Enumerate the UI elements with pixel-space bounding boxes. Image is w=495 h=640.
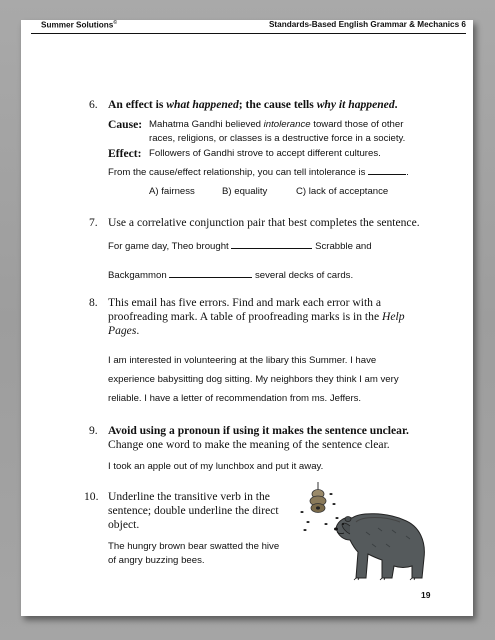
page-number: 19 [421, 590, 431, 600]
bear-icon [334, 514, 424, 580]
q6-option-c: C) lack of acceptance [296, 186, 389, 197]
q6-title-c: ; the cause tells [238, 98, 317, 111]
email-line-2[interactable]: experience babysitting dog sitting. My neighbors they think I am very [108, 374, 399, 385]
q9-title: Avoid using a pronoun if using it makes the sentence unclear. [108, 424, 409, 437]
cause-1a: Mahatma Gandhi believed [149, 119, 264, 130]
effect-label: Effect: [108, 147, 142, 160]
q6-title-d: why it happened [316, 98, 395, 111]
header-right: Standards-Based English Grammar & Mechanics 6 [268, 20, 466, 29]
effect-text: Followers of Gandhi strove to accept different cultures. [149, 148, 381, 159]
q8-number: 8. [89, 296, 98, 309]
q8-text-3 [108, 324, 139, 337]
q8-text-2 [108, 310, 405, 323]
copyright-mark: © [113, 20, 118, 26]
cause-line-1 [149, 119, 403, 130]
q10-sentence-2[interactable]: of angry buzzing bees. [108, 555, 205, 566]
q10-number: 10. [84, 490, 99, 503]
q7-line-1 [108, 239, 372, 252]
q8-text3b: . [136, 324, 140, 337]
q10-sentence-1[interactable]: The hungry brown bear swatted the hive [108, 541, 280, 552]
q9-text: Change one word to make the meaning of the sentence clear. [108, 438, 390, 451]
q6-title-e: . [394, 98, 398, 111]
q9-sentence[interactable]: I took an apple out of my lunchbox and put it away. [108, 461, 324, 472]
q7-line-2 [108, 268, 353, 281]
q6-option-a: A) fairness [149, 186, 195, 197]
header-left [41, 20, 117, 30]
q8-text2a: proofreading mark. A table of proofreading marks is in the [108, 310, 382, 323]
q6-prompt [108, 165, 409, 178]
beehive-icon [310, 482, 326, 513]
q7-text: Use a correlative conjunction pair that best completes the sentence. [108, 216, 420, 229]
q8-text3: Pages [108, 324, 137, 337]
q7-number: 7. [89, 216, 98, 229]
q6-title [108, 98, 398, 111]
cause-1b: intolerance [263, 119, 311, 130]
q6-prompt-end: . [406, 167, 409, 178]
cause-label: Cause: [108, 118, 143, 131]
header-rule [31, 33, 466, 34]
q8-text2b: Help [382, 310, 405, 323]
q10-text-1: Underline the transitive verb in the [108, 490, 270, 503]
q6-prompt-text: From the cause/effect relationship, you can tell intolerance is [108, 167, 366, 178]
q6-number: 6. [89, 98, 98, 111]
cause-1c: toward those of other [310, 119, 404, 130]
q7-line2a: Backgammon [108, 270, 167, 281]
q8-text-1: This email has five errors. Find and mark each error with a [108, 296, 382, 309]
q7-blank-2[interactable] [169, 268, 252, 278]
q10-text-2: sentence; double underline the direct [108, 504, 279, 517]
bear-illustration [296, 482, 432, 586]
header-left-text: Summer Solutions [41, 20, 114, 30]
q6-title-a: An effect is [108, 98, 167, 111]
q7-line1a: For game day, Theo brought [108, 241, 229, 252]
email-line-3[interactable]: reliable. I have a letter of recommendation from ms. Jeffers. [108, 393, 362, 404]
q7-blank-1[interactable] [231, 239, 312, 249]
q6-option-b: B) equality [222, 186, 268, 197]
q7-line1b: Scrabble and [315, 241, 372, 252]
q10-text-3: object. [108, 518, 140, 531]
email-line-1[interactable]: I am interested in volunteering at the libary this Summer. I have [108, 355, 377, 366]
q7-line2b: several decks of cards. [255, 270, 354, 281]
cause-line-2: races, religions, or classes is a destructive force in a society. [149, 133, 406, 144]
q6-answer-blank[interactable] [368, 165, 406, 175]
q6-title-b: what happened [166, 98, 239, 111]
q9-number: 9. [89, 424, 98, 437]
